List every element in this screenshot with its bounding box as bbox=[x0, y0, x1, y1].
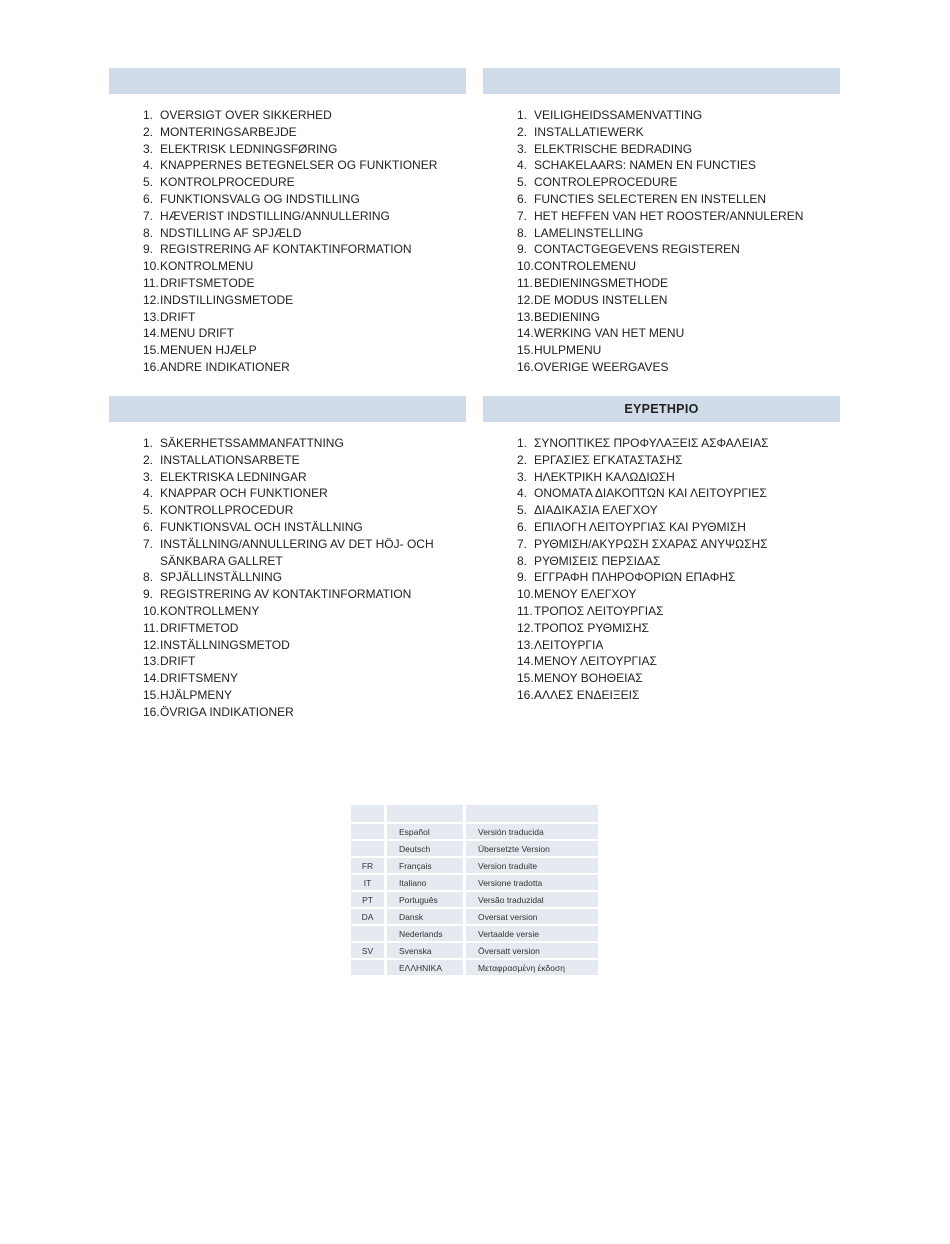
toc-item-number: 12. bbox=[143, 292, 160, 307]
toc-item-number: 7. bbox=[517, 536, 528, 551]
toc-item-number: 4. bbox=[517, 486, 528, 501]
toc-item-label: SCHAKELAARS: NAMEN EN FUNCTIES bbox=[534, 158, 757, 173]
toc-item-label: ΗΛΕΚΤΡΙΚΗ ΚΑΛΩΔΙΩΣΗ bbox=[534, 469, 675, 484]
toc-item-number: 3. bbox=[143, 469, 154, 484]
toc-item-label: CONTACTGEGEVENS REGISTEREN bbox=[534, 242, 740, 257]
language-code-cell: FR bbox=[351, 858, 384, 873]
toc-item bbox=[517, 325, 840, 342]
toc-item-label: ELEKTRISK LEDNINGSFØRING bbox=[160, 141, 338, 156]
toc-item-number: 11. bbox=[517, 275, 533, 290]
toc-item-number: 2. bbox=[143, 452, 154, 467]
toc-item bbox=[143, 670, 466, 687]
table-row bbox=[351, 892, 598, 907]
toc-item-label: DRIFT bbox=[160, 309, 196, 324]
toc-item bbox=[517, 586, 840, 603]
language-name-cell: Français bbox=[387, 858, 463, 873]
toc-item bbox=[143, 309, 466, 326]
toc-item-label: ELEKTRISKA LEDNINGAR bbox=[160, 469, 307, 484]
language-code-cell: IT bbox=[351, 875, 384, 890]
toc-item bbox=[517, 519, 840, 536]
toc-item-number: 13. bbox=[517, 309, 534, 324]
toc-item-label: DRIFTMETOD bbox=[160, 620, 239, 635]
toc-item-label: VEILIGHEIDSSAMENVATTING bbox=[534, 108, 703, 122]
language-code-cell: PT bbox=[351, 892, 384, 907]
toc-item-label: KONTROLLMENY bbox=[160, 603, 260, 618]
toc-item bbox=[517, 258, 840, 275]
section-heading bbox=[109, 68, 466, 94]
toc-item bbox=[143, 704, 466, 721]
section-heading: ΕΥΡΕΤΗΡΙΟ bbox=[483, 396, 840, 422]
toc-item bbox=[517, 687, 840, 704]
language-name-cell: Português bbox=[387, 892, 463, 907]
toc-item-number: 1. bbox=[143, 436, 154, 450]
toc-item-label: OVERIGE WEERGAVES bbox=[534, 359, 669, 374]
table-header-cell bbox=[387, 805, 463, 822]
toc-item-label: ΤΡΟΠΟΣ ΛΕΙΤΟΥΡΓΙΑΣ bbox=[534, 603, 664, 618]
toc-item bbox=[517, 174, 840, 191]
toc-item-number: 6. bbox=[517, 191, 528, 206]
toc-item-number: 2. bbox=[143, 124, 154, 139]
toc-item-label: BEDIENINGSMETHODE bbox=[534, 275, 669, 290]
table-row bbox=[351, 875, 598, 890]
toc-item-label: MENU DRIFT bbox=[160, 326, 234, 341]
toc-item-label: ΕΠΙΛΟΓΗ ΛΕΙΤΟΥΡΓΙΑΣ ΚΑΙ ΡΥΘΜΙΣΗ bbox=[534, 519, 746, 534]
toc-item-number: 2. bbox=[517, 452, 528, 467]
toc-item-number: 14. bbox=[517, 654, 534, 669]
toc-item-number: 14. bbox=[143, 671, 160, 686]
toc-item-label: BEDIENING bbox=[534, 309, 601, 324]
toc-item bbox=[143, 653, 466, 670]
toc-item-label: HÆVERIST INDSTILLING/ANNULLERING bbox=[160, 208, 390, 223]
toc-item-label: INSTALLATIEWERK bbox=[534, 124, 644, 139]
toc-item-number: 16. bbox=[143, 359, 160, 374]
toc-item bbox=[143, 157, 466, 174]
toc-item-number: 10. bbox=[143, 603, 160, 618]
version-label-cell: Μεταφρασμένη έκδοση bbox=[466, 960, 598, 975]
toc-item-label: CONTROLEMENU bbox=[534, 259, 637, 274]
toc-section-greek bbox=[483, 396, 840, 704]
toc-item-label: KNAPPAR OCH FUNKTIONER bbox=[160, 486, 328, 501]
table-row bbox=[351, 943, 598, 958]
toc-item-label: LAMELINSTELLING bbox=[534, 225, 644, 240]
toc-item-label: KONTROLMENU bbox=[160, 259, 254, 274]
language-name-cell: ΕΛΛΗΝΙΚΑ bbox=[387, 960, 463, 975]
toc-item-number: 12. bbox=[517, 292, 534, 307]
toc-item bbox=[143, 141, 466, 158]
toc-item bbox=[517, 359, 840, 376]
toc-item-label: DRIFTSMETODE bbox=[160, 275, 255, 290]
toc-item bbox=[517, 670, 840, 687]
toc-item bbox=[517, 637, 840, 654]
toc-item-label: REGISTRERING AF KONTAKTINFORMATION bbox=[160, 242, 412, 257]
toc-item-number: 13. bbox=[143, 309, 160, 324]
toc-item bbox=[517, 435, 840, 452]
toc-item-number: 8. bbox=[517, 225, 528, 240]
toc-item-number: 5. bbox=[143, 175, 154, 190]
toc-item bbox=[517, 342, 840, 359]
toc-item-label: DE MODUS INSTELLEN bbox=[534, 292, 668, 307]
toc-item-number: 15. bbox=[517, 671, 534, 686]
toc-item bbox=[143, 191, 466, 208]
toc-item-label: INSTÄLLNINGSMETOD bbox=[160, 637, 290, 652]
toc-item-label: ΕΓΓΡΑΦΗ ΠΛΗΡΟΦΟΡΙΩΝ ΕΠΑΦΗΣ bbox=[534, 570, 736, 585]
toc-section-danish bbox=[109, 68, 466, 376]
language-name-cell: Deutsch bbox=[387, 841, 463, 856]
toc-item bbox=[517, 208, 840, 225]
toc-item bbox=[517, 309, 840, 326]
toc-item-number: 3. bbox=[517, 141, 528, 156]
toc-item bbox=[517, 469, 840, 486]
toc-item-number: 9. bbox=[143, 242, 154, 257]
language-name-cell: Nederlands bbox=[387, 926, 463, 941]
toc-item-number: 15. bbox=[143, 687, 160, 702]
toc-item-number: 8. bbox=[143, 225, 154, 240]
toc-item bbox=[143, 485, 466, 502]
toc-item-number: 12. bbox=[517, 620, 534, 635]
toc-item-label: MONTERINGSARBEJDE bbox=[160, 124, 297, 139]
toc-list bbox=[109, 94, 466, 376]
toc-item-label: HULPMENU bbox=[534, 343, 602, 358]
table-header-row bbox=[351, 805, 598, 822]
toc-item bbox=[517, 553, 840, 570]
toc-item-number: 7. bbox=[143, 536, 154, 551]
toc-item-number: 13. bbox=[517, 637, 534, 652]
toc-item bbox=[517, 653, 840, 670]
table-row bbox=[351, 841, 598, 856]
toc-item-number: 11. bbox=[517, 603, 533, 618]
toc-item-label: NDSTILLING AF SPJÆLD bbox=[160, 225, 302, 240]
toc-item bbox=[517, 569, 840, 586]
toc-item bbox=[143, 208, 466, 225]
toc-item-label: SPJÄLLINSTÄLLNING bbox=[160, 570, 283, 585]
toc-item-label: KONTROLPROCEDURE bbox=[160, 175, 295, 190]
toc-section-swedish bbox=[109, 396, 466, 721]
version-label-cell: Version traduite bbox=[466, 858, 598, 873]
toc-item-label: ELEKTRISCHE BEDRADING bbox=[534, 141, 693, 156]
table-header-cell bbox=[466, 805, 598, 822]
toc-item-label: ΛΕΙΤΟΥΡΓΙΑ bbox=[534, 637, 604, 652]
toc-item-number: 9. bbox=[517, 570, 528, 585]
toc-item-number: 4. bbox=[143, 158, 154, 173]
toc-item-label: MENUEN HJÆLP bbox=[160, 343, 257, 358]
toc-item-number: 12. bbox=[143, 637, 160, 652]
toc-item bbox=[517, 225, 840, 242]
toc-item bbox=[517, 620, 840, 637]
toc-item-number: 5. bbox=[143, 503, 154, 518]
toc-item bbox=[517, 502, 840, 519]
version-label-cell: Versión traducida bbox=[466, 824, 598, 839]
version-label-cell: Versão traduzidal bbox=[466, 892, 598, 907]
toc-list bbox=[483, 422, 840, 704]
toc-item bbox=[143, 586, 466, 603]
toc-item bbox=[143, 107, 466, 124]
version-label-cell: Vertaalde versie bbox=[466, 926, 598, 941]
toc-item-number: 7. bbox=[517, 208, 528, 223]
toc-item-label: DRIFTSMENY bbox=[160, 671, 238, 686]
toc-item bbox=[143, 569, 466, 586]
toc-item-number: 6. bbox=[143, 519, 154, 534]
toc-item-number: 1. bbox=[517, 108, 528, 122]
toc-item bbox=[143, 258, 466, 275]
table-row bbox=[351, 909, 598, 924]
toc-item-label: ΜΕΝΟΥ ΕΛΕΓΧΟΥ bbox=[534, 587, 637, 602]
toc-item bbox=[143, 502, 466, 519]
table-row bbox=[351, 858, 598, 873]
toc-item bbox=[143, 225, 466, 242]
version-label-cell: Versione tradotta bbox=[466, 875, 598, 890]
toc-item-label: FUNCTIES SELECTEREN EN INSTELLEN bbox=[534, 191, 767, 206]
toc-item-label: ΜΕΝΟΥ ΒΟΗΘΕΙΑΣ bbox=[534, 671, 643, 686]
toc-item-number: 15. bbox=[143, 343, 160, 358]
toc-item bbox=[143, 124, 466, 141]
toc-item-number: 9. bbox=[143, 587, 154, 602]
toc-item-number: 16. bbox=[517, 687, 534, 702]
toc-item-label: ΕΡΓΑΣΙΕΣ ΕΓΚΑΤΑΣΤΑΣΗΣ bbox=[534, 452, 683, 467]
language-name-cell: Italiano bbox=[387, 875, 463, 890]
toc-item-number: 11. bbox=[143, 620, 159, 635]
toc-item-label: ΑΛΛΕΣ ΕΝΔΕΙΞΕΙΣ bbox=[534, 687, 640, 702]
toc-item-label: ΜΕΝΟΥ ΛΕΙΤΟΥΡΓΙΑΣ bbox=[534, 654, 657, 669]
version-label-cell: Översatt version bbox=[466, 943, 598, 958]
language-name-cell: Español bbox=[387, 824, 463, 839]
toc-item-number: 16. bbox=[517, 359, 534, 374]
toc-item bbox=[143, 687, 466, 704]
language-code-cell: SV bbox=[351, 943, 384, 958]
toc-item-label: ΣΥΝΟΠΤΙΚΕΣ ΠΡΟΦΥΛΑΞΕΙΣ ΑΣΦΑΛΕΙΑΣ bbox=[534, 436, 769, 450]
toc-item-label: ΔΙΑΔΙΚΑΣΙΑ ΕΛΕΓΧΟΥ bbox=[534, 503, 658, 518]
table-row bbox=[351, 824, 598, 839]
toc-item-label: ΡΥΘΜΙΣΕΙΣ ΠΕΡΣΙΔΑΣ bbox=[534, 553, 661, 568]
toc-item-number: 10. bbox=[517, 259, 534, 274]
language-code-cell bbox=[351, 841, 384, 856]
toc-item-label: CONTROLEPROCEDURE bbox=[534, 175, 678, 190]
toc-item-number: 4. bbox=[143, 486, 154, 501]
toc-list bbox=[483, 94, 840, 376]
toc-item bbox=[143, 342, 466, 359]
toc-item-number: 9. bbox=[517, 242, 528, 257]
toc-item-number: 6. bbox=[517, 519, 528, 534]
toc-item-number: 14. bbox=[517, 326, 534, 341]
toc-section-dutch bbox=[483, 68, 840, 376]
language-code-cell bbox=[351, 960, 384, 975]
table-header-cell bbox=[351, 805, 384, 822]
toc-item bbox=[143, 536, 466, 570]
toc-item bbox=[143, 325, 466, 342]
toc-item-label: ΡΥΘΜΙΣΗ/ΑΚΥΡΩΣΗ ΣΧΑΡΑΣ ΑΝΥΨΩΣΗΣ bbox=[534, 536, 768, 551]
toc-item-label: REGISTRERING AV KONTAKTINFORMATION bbox=[160, 587, 412, 602]
toc-item bbox=[143, 469, 466, 486]
toc-item-label: KNAPPERNES BETEGNELSER OG FUNKTIONER bbox=[160, 158, 438, 173]
section-heading bbox=[109, 396, 466, 422]
toc-item-number: 7. bbox=[143, 208, 154, 223]
toc-item-number: 5. bbox=[517, 503, 528, 518]
language-code-cell bbox=[351, 824, 384, 839]
toc-item-label: DRIFT bbox=[160, 654, 196, 669]
toc-item-number: 8. bbox=[143, 570, 154, 585]
language-code-cell: DA bbox=[351, 909, 384, 924]
toc-item-label: ΟΝΟΜΑΤΑ ΔΙΑΚΟΠΤΩΝ ΚΑΙ ΛΕΙΤΟΥΡΓΙΕΣ bbox=[534, 486, 767, 501]
toc-item-label: INSTALLATIONSARBETE bbox=[160, 452, 300, 467]
toc-item-number: 14. bbox=[143, 326, 160, 341]
toc-item-number: 16. bbox=[143, 704, 160, 719]
toc-item-number: 4. bbox=[517, 158, 528, 173]
toc-item bbox=[517, 191, 840, 208]
toc-item-label: ΤΡΟΠΟΣ ΡΥΘΜΙΣΗΣ bbox=[534, 620, 649, 635]
toc-item-number: 3. bbox=[517, 469, 528, 484]
toc-item-label: WERKING VAN HET MENU bbox=[534, 326, 685, 341]
toc-item-number: 6. bbox=[143, 191, 154, 206]
toc-item-number: 10. bbox=[143, 259, 160, 274]
toc-item bbox=[143, 435, 466, 452]
version-label-cell: Übersetzte Version bbox=[466, 841, 598, 856]
toc-item bbox=[517, 603, 840, 620]
toc-item bbox=[517, 275, 840, 292]
toc-item bbox=[143, 275, 466, 292]
toc-item-number: 15. bbox=[517, 343, 534, 358]
language-name-cell: Dansk bbox=[387, 909, 463, 924]
toc-item-label: OVERSIGT OVER SIKKERHED bbox=[160, 108, 332, 122]
toc-item-number: 10. bbox=[517, 587, 534, 602]
table-row bbox=[351, 926, 598, 941]
toc-item-label: HET HEFFEN VAN HET ROOSTER/ANNULEREN bbox=[534, 208, 804, 223]
toc-item-number: 5. bbox=[517, 175, 528, 190]
version-label-cell: Oversat version bbox=[466, 909, 598, 924]
toc-item bbox=[143, 603, 466, 620]
toc-item-label: INSTÄLLNING/ANNULLERING AV DET HÖJ- OCH SÄNKBARA GALLRET bbox=[160, 536, 434, 568]
language-version-table bbox=[348, 803, 601, 977]
toc-item bbox=[143, 359, 466, 376]
toc-item bbox=[143, 637, 466, 654]
toc-item-number: 3. bbox=[143, 141, 154, 156]
toc-item-number: 2. bbox=[517, 124, 528, 139]
toc-item bbox=[143, 452, 466, 469]
toc-item bbox=[517, 141, 840, 158]
toc-item bbox=[517, 536, 840, 553]
toc-item-label: FUNKTIONSVALG OG INDSTILLING bbox=[160, 191, 360, 206]
toc-item-number: 13. bbox=[143, 654, 160, 669]
table-row bbox=[351, 960, 598, 975]
toc-item-label: INDSTILLINGSMETODE bbox=[160, 292, 294, 307]
toc-item-label: ÖVRIGA INDIKATIONER bbox=[160, 704, 294, 719]
language-code-cell bbox=[351, 926, 384, 941]
toc-item-label: KONTROLLPROCEDUR bbox=[160, 503, 294, 518]
toc-item bbox=[517, 107, 840, 124]
toc-item bbox=[143, 519, 466, 536]
toc-item bbox=[517, 292, 840, 309]
toc-item-label: FUNKTIONSVAL OCH INSTÄLLNING bbox=[160, 519, 363, 534]
toc-item bbox=[517, 157, 840, 174]
toc-list bbox=[109, 422, 466, 721]
language-name-cell: Svenska bbox=[387, 943, 463, 958]
toc-item-number: 8. bbox=[517, 553, 528, 568]
section-heading bbox=[483, 68, 840, 94]
toc-item-label: SÄKERHETSSAMMANFATTNING bbox=[160, 436, 344, 450]
toc-item-number: 1. bbox=[517, 436, 528, 450]
toc-item-label: ANDRE INDIKATIONER bbox=[160, 359, 290, 374]
toc-item-number: 1. bbox=[143, 108, 154, 122]
toc-item bbox=[143, 174, 466, 191]
toc-item bbox=[143, 620, 466, 637]
toc-item bbox=[517, 485, 840, 502]
toc-item bbox=[517, 124, 840, 141]
toc-item bbox=[517, 452, 840, 469]
toc-item bbox=[143, 241, 466, 258]
toc-item bbox=[517, 241, 840, 258]
toc-item bbox=[143, 292, 466, 309]
toc-item-number: 11. bbox=[143, 275, 159, 290]
toc-item-label: HJÄLPMENY bbox=[160, 687, 233, 702]
